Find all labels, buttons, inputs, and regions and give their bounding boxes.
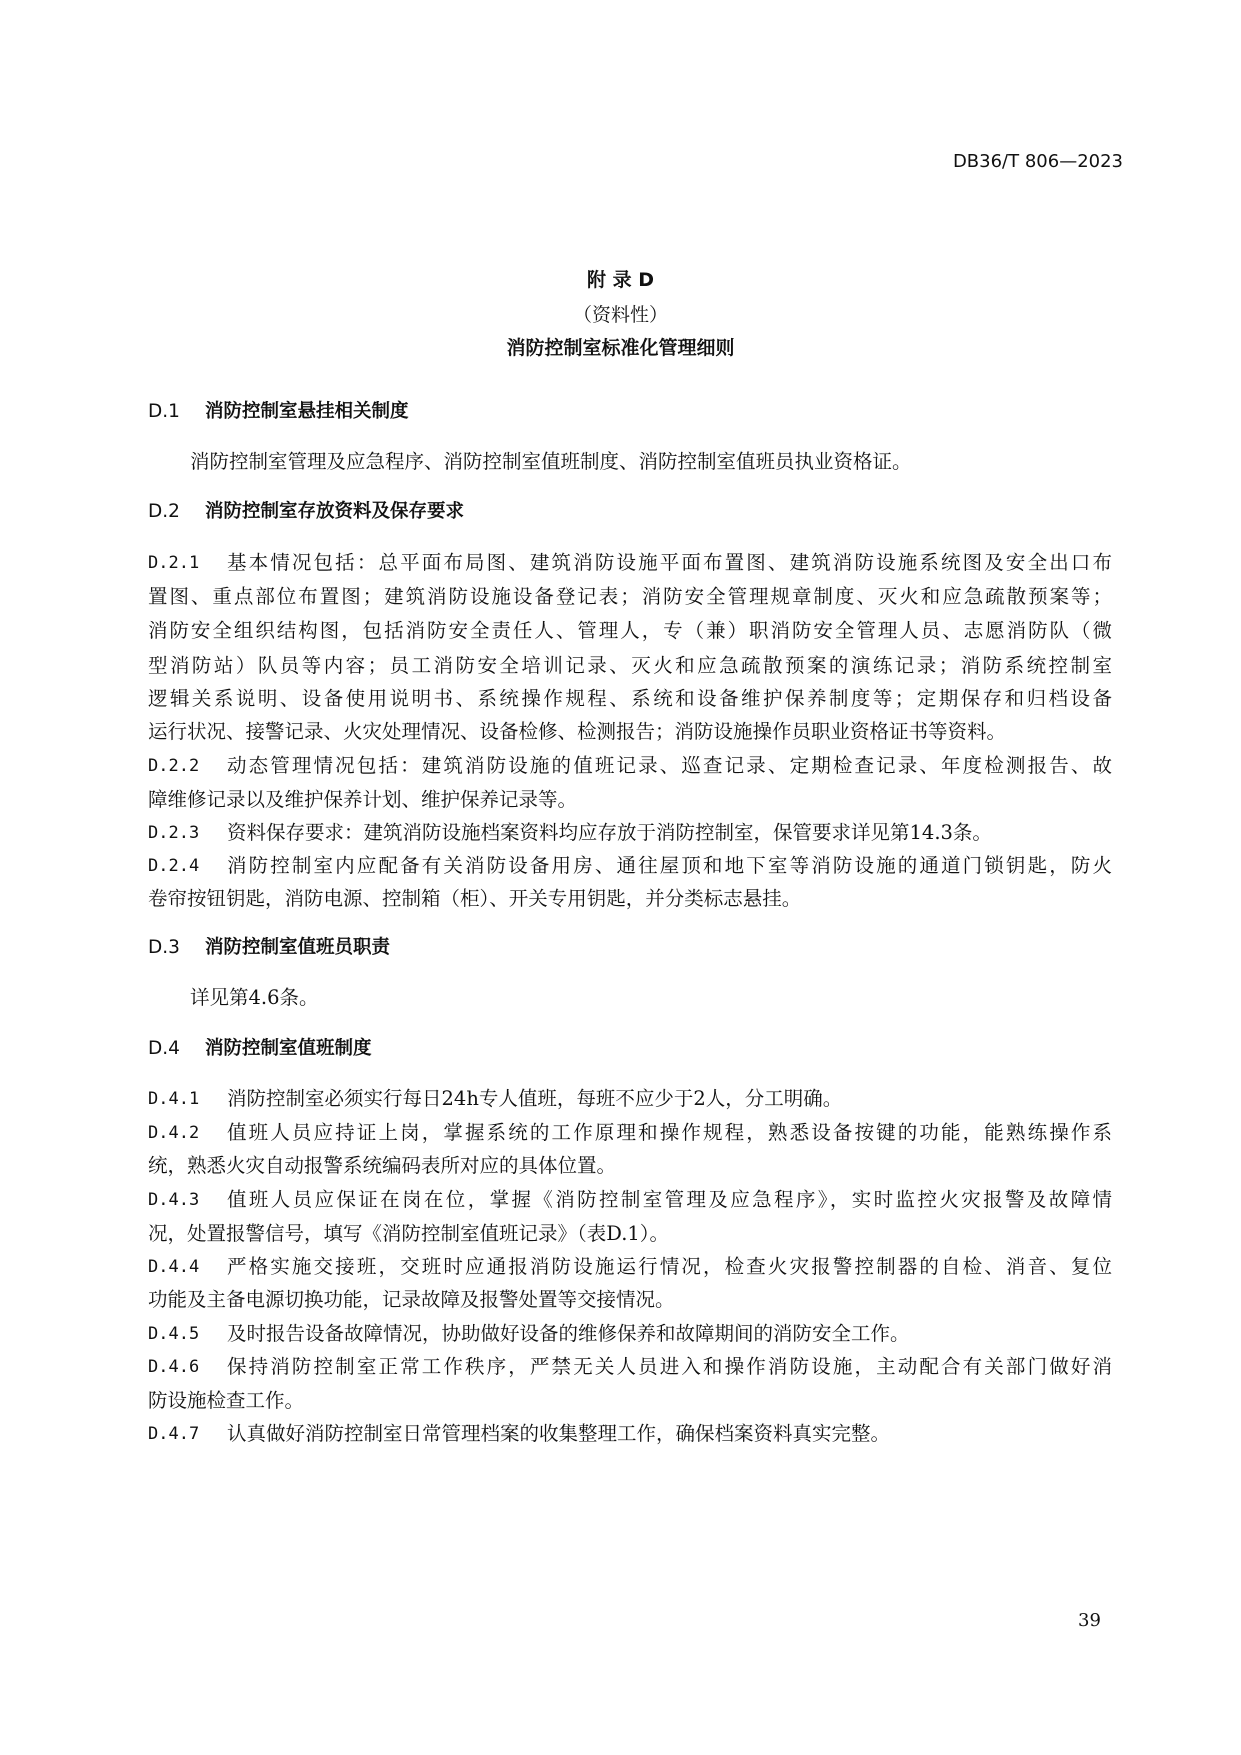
section-title: 消防控制室值班员职责: [205, 937, 391, 958]
section-number: D.1: [148, 401, 180, 422]
clause-line: [148, 1149, 1112, 1183]
clause-number: D.4.5: [148, 1324, 200, 1344]
clause-text: 功能及主备电源切换功能，记录故障及报警处置等交接情况。: [148, 1288, 675, 1311]
clause-number: D.2.1: [148, 553, 200, 573]
section-number: D.2: [148, 501, 180, 522]
clause-line: [148, 649, 1112, 683]
section-heading: [148, 495, 464, 529]
clause-text: 消防安全组织结构图，包括消防安全责任人、管理人，专（兼）职消防安全管理人员、志愿消防队（微: [148, 619, 1112, 642]
clause-text: 卷帘按钮钥匙，消防电源、控制箱（柜）、开关专用钥匙，并分类标志悬挂。: [148, 887, 802, 910]
clause-line: [148, 1183, 1112, 1217]
section-title: 消防控制室值班制度: [205, 1038, 372, 1059]
clause-text: 基本情况包括：总平面布局图、建筑消防设施平面布置图、建筑消防设施系统图及安全出口布: [227, 551, 1112, 574]
clause-text: 型消防站）队员等内容；员工消防安全培训记录、灭火和应急疏散预案的演练记录；消防系统控制室: [148, 654, 1112, 677]
clause-line: [148, 882, 1112, 916]
clause-number: D.4.1: [148, 1089, 200, 1109]
clause-number: D.4.2: [148, 1123, 200, 1143]
clause-line: [148, 1350, 1112, 1384]
clause-line: [148, 1082, 1112, 1116]
clause-text: 障维修记录以及维护保养计划、维护保养记录等。: [148, 788, 578, 811]
clause-line: [148, 614, 1112, 648]
clause-line: [148, 783, 1112, 817]
clause-number: D.2.3: [148, 823, 200, 843]
clause-line: [148, 1317, 1112, 1351]
clause-line: [148, 749, 1112, 783]
clause-line: [148, 1250, 1112, 1284]
clause-number: D.4.7: [148, 1424, 200, 1444]
clause-number: D.2.2: [148, 756, 200, 776]
clause-text: 资料保存要求：建筑消防设施档案资料均应存放于消防控制室，保管要求详见第14.3条。: [227, 821, 992, 844]
section-text: 详见第4.6条。: [190, 986, 319, 1009]
clause-line: [148, 580, 1112, 614]
clause-line: [148, 816, 1112, 850]
appendix-type: （资料性）: [572, 304, 668, 326]
clause-text: 防设施检查工作。: [148, 1389, 305, 1412]
clause-text: 动态管理情况包括：建筑消防设施的值班记录、巡查记录、定期检查记录、年度检测报告、故: [227, 754, 1112, 777]
section-title: 消防控制室悬挂相关制度: [205, 401, 409, 422]
clause-text: 值班人员应保证在岗在位，掌握《消防控制室管理及应急程序》，实时监控火灾报警及故障情: [227, 1188, 1112, 1211]
clause-text: 逻辑关系说明、设备使用说明书、系统操作规程、系统和设备维护保养制度等；定期保存和归档设备: [148, 687, 1112, 710]
clause-number: D.4.4: [148, 1257, 200, 1277]
clause-line: [148, 546, 1112, 580]
clause-text: 值班人员应持证上岗，掌握系统的工作原理和操作规程，熟悉设备按键的功能，能熟练操作系: [227, 1121, 1112, 1144]
clause-line: [148, 1417, 1112, 1451]
appendix-label: 附 录 D: [586, 269, 654, 291]
clause-text: 保持消防控制室正常工作秩序，严禁无关人员进入和操作消防设施，主动配合有关部门做好消: [227, 1355, 1112, 1378]
clause-text: 统，熟悉火灾自动报警系统编码表所对应的具体位置。: [148, 1154, 617, 1177]
clause-text: 认真做好消防控制室日常管理档案的收集整理工作，确保档案资料真实完整。: [227, 1422, 891, 1445]
section-title: 消防控制室存放资料及保存要求: [205, 501, 465, 522]
clause-text: 消防控制室必须实行每日24h专人值班，每班不应少于2人，分工明确。: [227, 1087, 843, 1110]
section-heading: [148, 931, 390, 965]
clause-line: [148, 1384, 1112, 1418]
clause-line: [148, 849, 1112, 883]
clause-line: [148, 1116, 1112, 1150]
clause-number: D.2.4: [148, 856, 200, 876]
clause-line: [148, 1217, 1112, 1251]
clause-line: [148, 715, 1112, 749]
clause-text: 置图、重点部位布置图；建筑消防设施设备登记表；消防安全管理规章制度、灭火和应急疏散预案等；: [148, 585, 1112, 608]
clause-number: D.4.3: [148, 1190, 200, 1210]
section-heading: [148, 395, 409, 429]
section-heading: [148, 1032, 372, 1066]
appendix-title: 消防控制室标准化管理细则: [506, 337, 735, 359]
page-number: 39: [1078, 1610, 1101, 1631]
clause-number: D.4.6: [148, 1357, 200, 1377]
clause-text: 及时报告设备故障情况，协助做好设备的维修保养和故障期间的消防安全工作。: [227, 1322, 910, 1345]
clause-text: 运行状况、接警记录、火灾处理情况、设备检修、检测报告；消防设施操作员职业资格证书等资料。: [148, 720, 1007, 743]
clause-text: 况，处置报警信号，填写《消防控制室值班记录》（表D.1）。: [148, 1222, 670, 1245]
document-code: DB36/T 806—2023: [952, 151, 1123, 172]
clause-line: [148, 682, 1112, 716]
section-number: D.4: [148, 1038, 180, 1059]
section-number: D.3: [148, 937, 180, 958]
clause-line: [148, 1283, 1112, 1317]
clause-text: 严格实施交接班，交班时应通报消防设施运行情况，检查火灾报警控制器的自检、消音、复位: [227, 1255, 1112, 1278]
clause-text: 消防控制室内应配备有关消防设备用房、通往屋顶和地下室等消防设施的通道门锁钥匙，防火: [227, 854, 1112, 877]
section-text: 消防控制室管理及应急程序、消防控制室值班制度、消防控制室值班员执业资格证。: [190, 450, 912, 473]
